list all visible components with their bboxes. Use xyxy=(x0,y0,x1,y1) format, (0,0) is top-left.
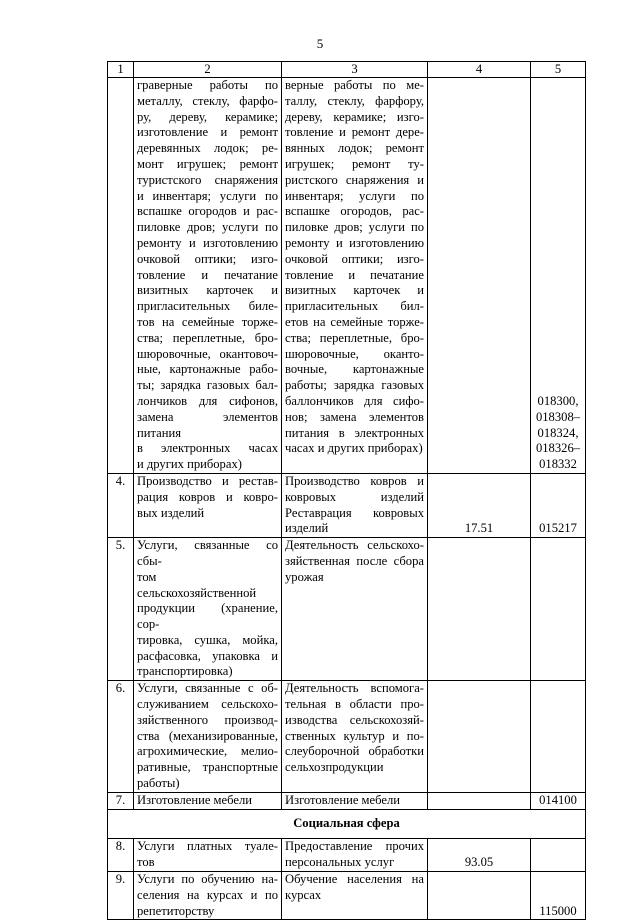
text-line: и инвентаря; услуги по xyxy=(137,188,278,203)
text-line: в электронных часах xyxy=(137,441,278,456)
text-line: лончиков для сифонов, xyxy=(137,393,278,408)
text-line: игрушек; ремонт ту- xyxy=(285,156,424,171)
row-number: 5. xyxy=(108,538,134,681)
header-cell: 1 xyxy=(108,62,134,78)
value-line: 17.51 xyxy=(464,521,494,536)
value-line: 018308– xyxy=(535,409,581,424)
table-row xyxy=(108,872,586,920)
text-line: ные, картонажные рабо- xyxy=(137,362,278,377)
text-line: зяйственного производ- xyxy=(137,712,278,727)
activity-description xyxy=(282,78,428,474)
text-line: инвентаря; услуги по xyxy=(285,188,424,203)
page-number: 5 xyxy=(316,36,324,51)
text-line: работы; зарядка газовых xyxy=(285,378,424,393)
text-line: товление и печатание xyxy=(285,267,424,282)
okved-code xyxy=(428,78,531,474)
text-line: ративные, транспортные xyxy=(137,760,278,775)
text-line: баллончиков для сифо- xyxy=(285,393,424,408)
text-line: очковой оптики; изго- xyxy=(285,251,424,266)
value-line: 115000 xyxy=(539,903,577,918)
row-number: 7. xyxy=(108,792,134,809)
value-line: 014100 xyxy=(539,792,577,807)
okun-code xyxy=(531,538,586,681)
okved-code xyxy=(428,792,531,809)
value-line: 018300, xyxy=(537,393,579,408)
text-line: персональных услуг xyxy=(285,855,395,870)
text-line: товление и печатание xyxy=(137,267,278,282)
text-line: часах и других приборах) xyxy=(285,441,423,456)
service-description xyxy=(134,473,282,537)
activity-description xyxy=(282,538,428,681)
text-line: шюровочные, окантовоч- xyxy=(137,346,278,361)
text-line: изготовление и ремонт xyxy=(137,125,278,140)
table-row xyxy=(108,839,586,872)
text-line: очковой оптики; изго- xyxy=(137,251,278,266)
okved-code xyxy=(428,872,531,920)
text-line: верные работы по ме- xyxy=(285,78,424,92)
text-line: Услуги по обучению на- xyxy=(137,872,278,887)
text-line: нов; замена элементов xyxy=(285,409,424,424)
text-line: пиловке дров; услуги по xyxy=(137,220,278,235)
header-row xyxy=(108,62,586,78)
text-line: репетиторству xyxy=(137,903,215,918)
text-line: вспашке огородов и рас- xyxy=(137,204,278,219)
text-line: визитных карточек и xyxy=(285,283,424,298)
okved-code xyxy=(428,538,531,681)
text-line: Реставрация ковровых xyxy=(285,505,424,520)
text-line: и других приборах) xyxy=(137,457,242,472)
value-line: 018326– xyxy=(535,441,581,456)
text-line: замена элементов питания xyxy=(137,409,278,440)
text-line: изводства сельскохозяй- xyxy=(285,712,424,727)
text-line: деревянных лодок; ре- xyxy=(137,141,278,156)
text-line: визитных карточек и xyxy=(137,283,278,298)
text-line: зяйственная после сбора xyxy=(285,553,424,568)
text-line: тов на семейные торже- xyxy=(137,314,278,329)
text-line: ства; переплетные, бро- xyxy=(137,330,278,345)
okun-code xyxy=(531,872,586,920)
classification-table xyxy=(107,61,586,920)
row-number: 4. xyxy=(108,473,134,537)
text-line: питания в электронных xyxy=(285,425,424,440)
row-number xyxy=(108,78,134,474)
text-line: вянных лодок; ремонт xyxy=(285,141,424,156)
header-cell: 4 xyxy=(428,62,531,78)
okun-code xyxy=(531,78,586,474)
okved-code xyxy=(428,839,531,872)
table-row xyxy=(108,78,586,474)
service-description xyxy=(134,872,282,920)
value-line: 015217 xyxy=(539,521,577,536)
activity-description xyxy=(282,473,428,537)
value-line: 018332 xyxy=(539,457,577,472)
text-line: слеуборочной обработки xyxy=(285,744,424,759)
service-description xyxy=(134,78,282,474)
text-line: вых изделий xyxy=(137,505,205,520)
text-line: металлу, стеклу, фарфо- xyxy=(137,93,278,108)
text-line: пригласительных бил- xyxy=(285,299,424,314)
activity-description xyxy=(282,872,428,920)
service-description xyxy=(134,538,282,681)
text-line: Предоставление прочих xyxy=(285,839,424,854)
text-line: Изготовление мебели xyxy=(137,792,252,807)
header-cell: 5 xyxy=(531,62,586,78)
value-line: 018324, xyxy=(537,425,579,440)
header-cell: 3 xyxy=(282,62,428,78)
text-line: Изготовление мебели xyxy=(285,792,400,807)
text-line: селения на курсах и по xyxy=(137,887,278,902)
text-line: служиванием сельскохо- xyxy=(137,697,278,712)
table-row xyxy=(108,538,586,681)
text-line: тировка, сушка, мойка, xyxy=(137,632,278,647)
value-line: 93.05 xyxy=(464,855,494,870)
okun-code xyxy=(531,792,586,809)
text-line: вспашке огородов, рас- xyxy=(285,204,424,219)
row-number: 8. xyxy=(108,839,134,872)
table-row xyxy=(108,473,586,537)
text-line: расфасовка, упаковка и xyxy=(137,648,278,663)
okved-code xyxy=(428,681,531,793)
okun-code xyxy=(531,681,586,793)
text-line: ты; зарядка газовых бал- xyxy=(137,378,278,393)
text-line: изделий xyxy=(285,521,329,536)
text-line: ремонту и изготовлению xyxy=(285,235,424,250)
text-line: рация ковров и ковро- xyxy=(137,489,278,504)
text-line: Деятельность вспомога- xyxy=(285,681,424,696)
section-title: Социальная сфера xyxy=(108,809,586,839)
text-line: Производство ковров и xyxy=(285,473,424,488)
okun-code xyxy=(531,839,586,872)
text-line: Услуги, связанные со сбы- xyxy=(137,538,278,568)
text-line: пиловке дров; услуги по xyxy=(285,220,424,235)
text-line: продукции (хранение, сор- xyxy=(137,601,278,632)
text-line: ру, дереву, керамике; xyxy=(137,109,278,124)
text-line: том сельскохозяйственной xyxy=(137,569,257,600)
text-line: таллу, стеклу, фарфору, xyxy=(285,93,424,108)
text-line: Услуги платных туале- xyxy=(137,839,278,854)
text-line: тельная в области про- xyxy=(285,697,424,712)
text-line: туристского снаряжения xyxy=(137,172,278,187)
text-line: транспортировка) xyxy=(137,664,233,679)
activity-description xyxy=(282,839,428,872)
text-line: вочные, картонажные xyxy=(285,362,424,377)
text-line: дереву, керамике; изго- xyxy=(285,109,424,124)
row-number: 9. xyxy=(108,872,134,920)
text-line: ковровых изделий xyxy=(285,489,424,504)
text-line: товление и ремонт дере- xyxy=(285,125,424,140)
text-line: граверные работы по xyxy=(137,78,278,92)
service-description xyxy=(134,792,282,809)
text-line: Производство и рестав- xyxy=(137,473,278,488)
okun-code xyxy=(531,473,586,537)
text-line: сельхозпродукции xyxy=(285,760,384,775)
text-line: тов xyxy=(137,855,155,870)
text-line: Услуги, связанные с об- xyxy=(137,681,278,696)
text-line: Деятельность сельскохо- xyxy=(285,538,424,553)
text-line: ристского снаряжения и xyxy=(285,172,424,187)
text-line: ства; переплетные, бро- xyxy=(285,330,424,345)
text-line: пригласительных биле- xyxy=(137,299,278,314)
text-line: урожая xyxy=(285,569,324,584)
row-number: 6. xyxy=(108,681,134,793)
text-line: курсах xyxy=(285,887,322,902)
section-row xyxy=(108,809,586,839)
text-line: Обучение населения на xyxy=(285,872,424,887)
service-description xyxy=(134,839,282,872)
text-line: ственных культур и по- xyxy=(285,728,424,743)
header-cell: 2 xyxy=(134,62,282,78)
text-line: ремонту и изготовлению xyxy=(137,235,278,250)
activity-description xyxy=(282,681,428,793)
okved-code xyxy=(428,473,531,537)
activity-description xyxy=(282,792,428,809)
text-line: работы) xyxy=(137,776,180,791)
table-row xyxy=(108,792,586,809)
text-line: ства (механизированные, xyxy=(137,728,278,743)
text-line: агрохимические, мелио- xyxy=(137,744,278,759)
table-row xyxy=(108,681,586,793)
service-description xyxy=(134,681,282,793)
text-line: етов на семейные торже- xyxy=(285,314,424,329)
text-line: шюровочные, оканто- xyxy=(285,346,424,361)
text-line: монт игрушек; ремонт xyxy=(137,156,278,171)
